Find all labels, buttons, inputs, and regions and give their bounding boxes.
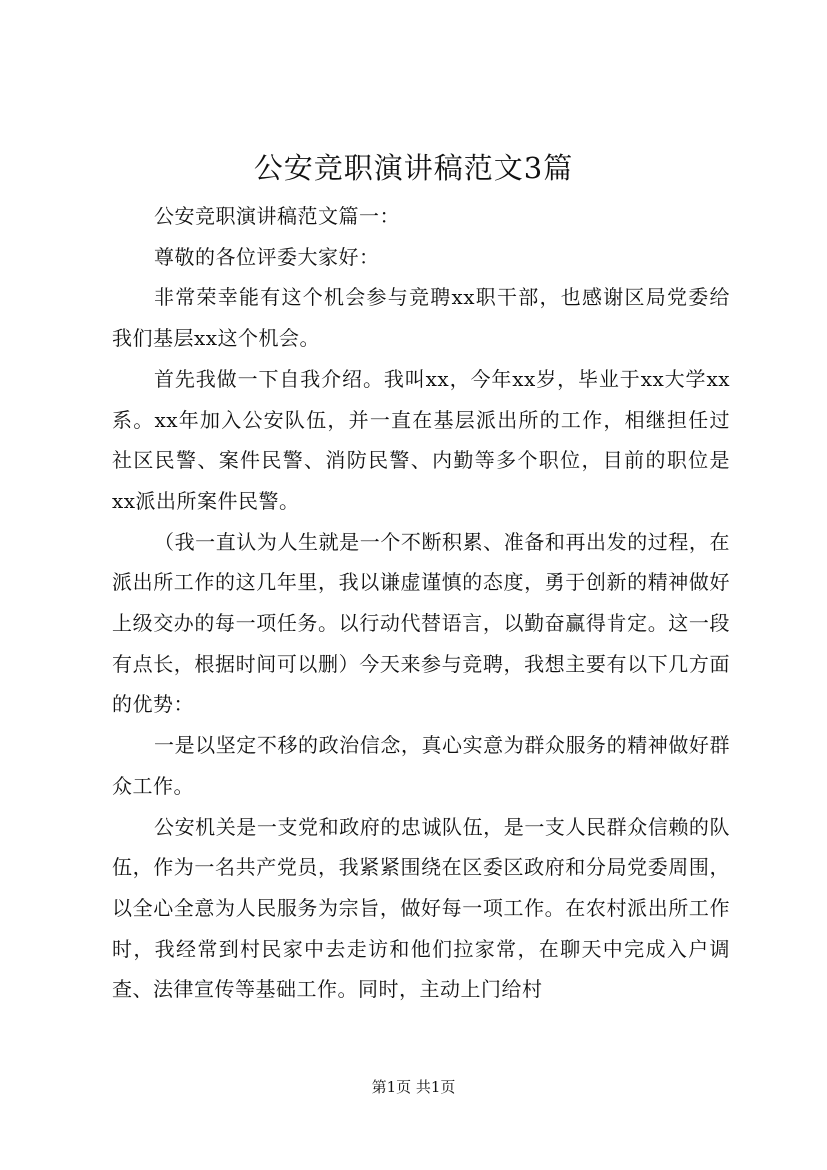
document-title: 公安竞职演讲稿范文3篇 bbox=[253, 151, 574, 185]
paragraph: 一是以坚定不移的政治信念，真心实意为群众服务的精神做好群众工作。 bbox=[112, 733, 730, 798]
page-number-footer: 第1页 共1页 bbox=[371, 1078, 456, 1096]
paragraph: 首先我做一下自我介绍。我叫xx，今年xx岁，毕业于xx大学xx系。xx年加入公安队伍，并一直在基层派出所的工作，相继担任过社区民警、案件民警、消防民警、内勤等多个职位，目前的职位是xx派出所案件民警。 bbox=[112, 366, 730, 513]
paragraph: 非常荣幸能有这个机会参与竞聘xx职干部，也感谢区局党委给我们基层xx这个机会。 bbox=[112, 285, 730, 351]
paragraph: 公安机关是一支党和政府的忠诚队伍，是一支人民群众信赖的队伍，作为一名共产党员，我紧紧围绕在区委区政府和分局党委周围，以全心全意为人民服务为宗旨，做好每一项工作。在农村派出所工作时，我经常到村民家中去走访和他们拉家常，在聊天中完成入户调查、法律宣传等基础工作。同时，主动上门给村 bbox=[112, 814, 730, 1002]
paragraph: 公安竞职演讲稿范文篇一： bbox=[154, 204, 400, 228]
document-body bbox=[112, 196, 730, 1010]
paragraph: （我一直认为人生就是一个不断积累、准备和再出发的过程，在派出所工作的这几年里，我以谦虚谨慎的态度，勇于创新的精神做好上级交办的每一项任务。以行动代替语言，以勤奋赢得肯定。这一段有点长，根据时间可以删）今天来参与竞聘，我想主要有以下几方面的优势： bbox=[112, 529, 730, 717]
paragraph: 尊敬的各位评委大家好： bbox=[154, 244, 380, 269]
